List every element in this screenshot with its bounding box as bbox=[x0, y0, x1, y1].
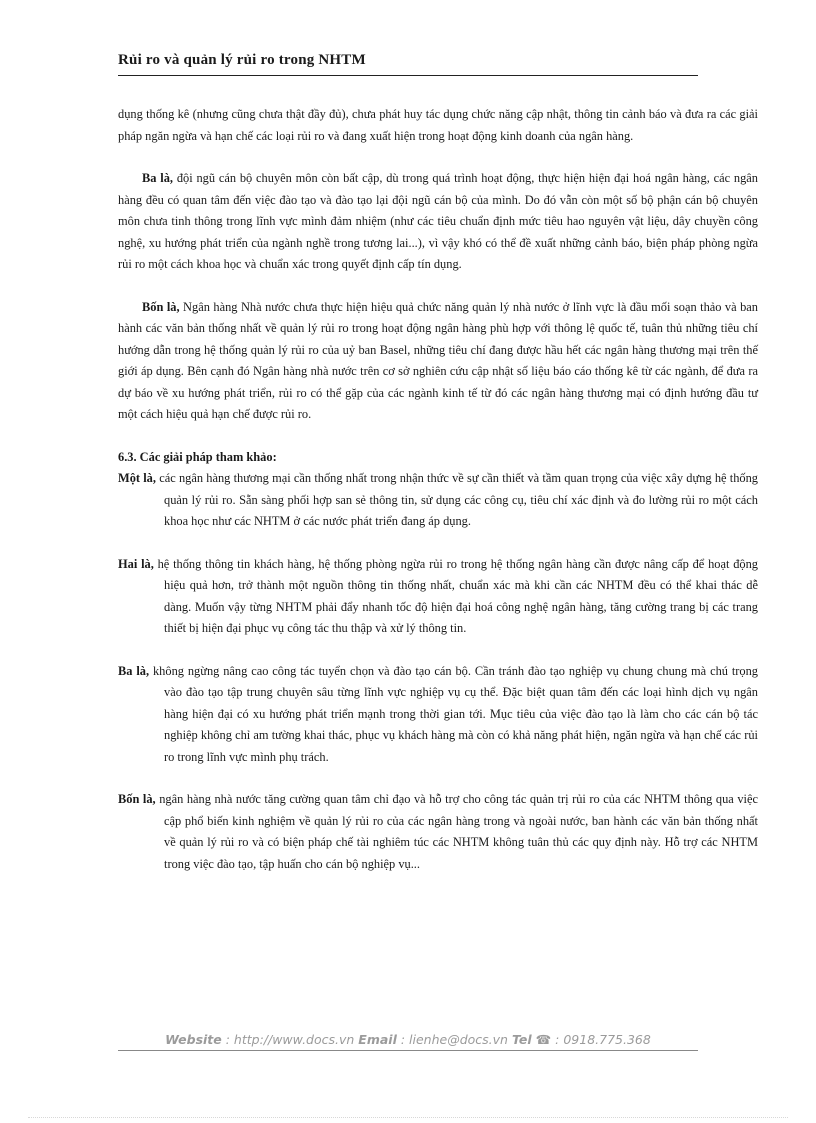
page-bottom-rule bbox=[28, 1117, 788, 1118]
solution-text: các ngân hàng thương mại cần thống nhất trong nhận thức về sự cần thiết và tầm quan trọng của việc xây dựng hệ thống quản lý rủi ro. Sẵn sàng phối hợp san sẻ thông tin, sử dụng các công cụ, tiêu chí xác định và đo lường rủi ro một cách khoa học như các NHTM ở các nước phát triển đang áp dụng. bbox=[155, 471, 758, 528]
footer-email-value: : lienhe@docs.vn bbox=[396, 1032, 512, 1047]
solution-item-bon-la bbox=[118, 789, 758, 875]
paragraph-lead: Bốn là, bbox=[142, 299, 180, 314]
paragraph-text: đội ngũ cán bộ chuyên môn còn bất cập, dù trong quá trình hoạt động, thực hiện hiện đại hoá ngân hàng, các ngân hàng đều có quan tâm đến việc đào tạo và đào tạo lại đội ngũ cán bộ của mình. Do đó vẫn còn một số bộ phận cán bộ chuyên môn chưa tinh thông trong lĩnh vực mình đảm nhiệm (như các tiêu chuẩn định mức tiêu hao nguyên vật liệu, dây chuyền công nghệ, xu hướng phát triển của ngành nghề trong tương lai...), vì vậy khó có thể đề xuất những cảnh báo, biện pháp phòng ngừa rủi ro một cách khoa học và chuẩn xác trong quyết định cấp tín dụng. bbox=[118, 171, 758, 271]
solution-item-mot-la bbox=[118, 468, 758, 533]
solution-item-ba-la bbox=[118, 661, 758, 769]
footer-tel-value: : 0918.775.368 bbox=[551, 1032, 651, 1047]
solution-text: ngân hàng nhà nước tăng cường quan tâm chỉ đạo và hỗ trợ cho công tác quản trị rủi ro của các NHTM thông qua việc cập phổ biến kinh nghiệm về quản lý rủi ro của các ngân hàng trong và ngoài nước, ban hành các văn bản thống nhất về quản lý rủi ro và có biện pháp chế tài nghiêm túc các NHTM không tuân thủ các quy định này. Hỗ trợ các NHTM trong việc đào tạo, tập huấn cho cán bộ nghiệp vụ... bbox=[155, 792, 758, 871]
footer-email-label: Email bbox=[358, 1032, 397, 1047]
solution-text: không ngừng nâng cao công tác tuyển chọn và đào tạo cán bộ. Cần tránh đào tạo nghiệp vụ chung chung mà chú trọng vào đào tạo tập trung chuyên sâu từng lĩnh vực nghiệp vụ cụ thể. Đặc biệt quan tâm đến các loại hình dịch vụ ngân hàng hiện đại có xu hướng phát triển mạnh trong thời gian tới. Mục tiêu của việc đào tạo là làm cho các cán bộ tác nghiệp không chỉ am tường khai thác, phục vụ khách hàng mà còn có khả năng phát hiện, ngăn ngừa và hạn chế các rủi ro trong lĩnh vực mình phụ trách. bbox=[149, 663, 759, 764]
paragraph-continuation: dụng thống kê (nhưng cũng chưa thật đầy đủ), chưa phát huy tác dụng chức năng cập nhật, thông tin cảnh báo và đưa ra các giải pháp ngăn ngừa và hạn chế các loại rủi ro và đang xuất hiện trong hoạt động kinh doanh của ngân hàng. bbox=[118, 107, 758, 143]
footer-website-label: Website bbox=[165, 1032, 222, 1047]
paragraph-ba-la bbox=[118, 168, 758, 276]
document-body bbox=[118, 104, 758, 875]
paragraph-lead: Ba là, bbox=[142, 171, 174, 185]
solution-lead: Một là, bbox=[118, 471, 156, 485]
page-footer bbox=[118, 1032, 698, 1051]
paragraph-bon-la bbox=[118, 297, 758, 426]
footer-website-value: : http://www.docs.vn bbox=[221, 1032, 359, 1047]
header-title: Rủi ro và quản lý rủi ro trong NHTM bbox=[118, 52, 366, 68]
solution-lead: Ba là, bbox=[118, 663, 150, 678]
solution-lead: Hai là, bbox=[118, 556, 154, 571]
paragraph-text: Ngân hàng Nhà nước chưa thực hiện hiệu quả chức năng quản lý nhà nước ở lĩnh vực là đầu mối soạn thảo và ban hành các văn bản thống nhất về quản lý rủi ro trong hoạt động ngân hàng phù hợp với thông lệ quốc tế, tuân thủ những tiêu chí hướng dẫn trong hệ thống quản lý rủi ro của uỷ ban Basel, những tiêu chí đang được hầu hết các ngân hàng thương mại trên thế giới áp dụng. Bên cạnh đó Ngân hàng nhà nước trên cơ sở nghiên cứu cập nhật số liệu báo cáo thống kê từ các ngành, để đưa ra dự báo về xu hướng phát triển, rủi ro có thể gặp của các ngành kinh tế từ đó các ngân hàng thương mại có định hướng đầu tư một cách hiệu quả hạn chế được rủi ro. bbox=[118, 299, 759, 421]
section-title: 6.3. Các giải pháp tham khảo: bbox=[118, 449, 277, 464]
footer-tel-label: Tel bbox=[511, 1032, 532, 1047]
phone-icon: ☎ bbox=[535, 1032, 552, 1047]
solution-lead: Bốn là, bbox=[118, 792, 156, 806]
solution-item-hai-la bbox=[118, 554, 758, 640]
page-header bbox=[118, 52, 698, 76]
solution-text: hệ thống thông tin khách hàng, hệ thống phòng ngừa rủi ro trong hệ thống ngân hàng cần được nâng cấp để hoạt động hiệu quả hơn, trở thành một nguồn thông tin thống nhất, chuẩn xác mà khi cần các NHTM đều có thể khai thác dễ dàng. Muốn vậy từng NHTM phải đẩy nhanh tốc độ hiện đại hoá công nghệ ngân hàng, tăng cường trang bị các trang thiết bị hiện đại phục vụ công tác thu thập và xử lý thông tin. bbox=[153, 556, 758, 635]
